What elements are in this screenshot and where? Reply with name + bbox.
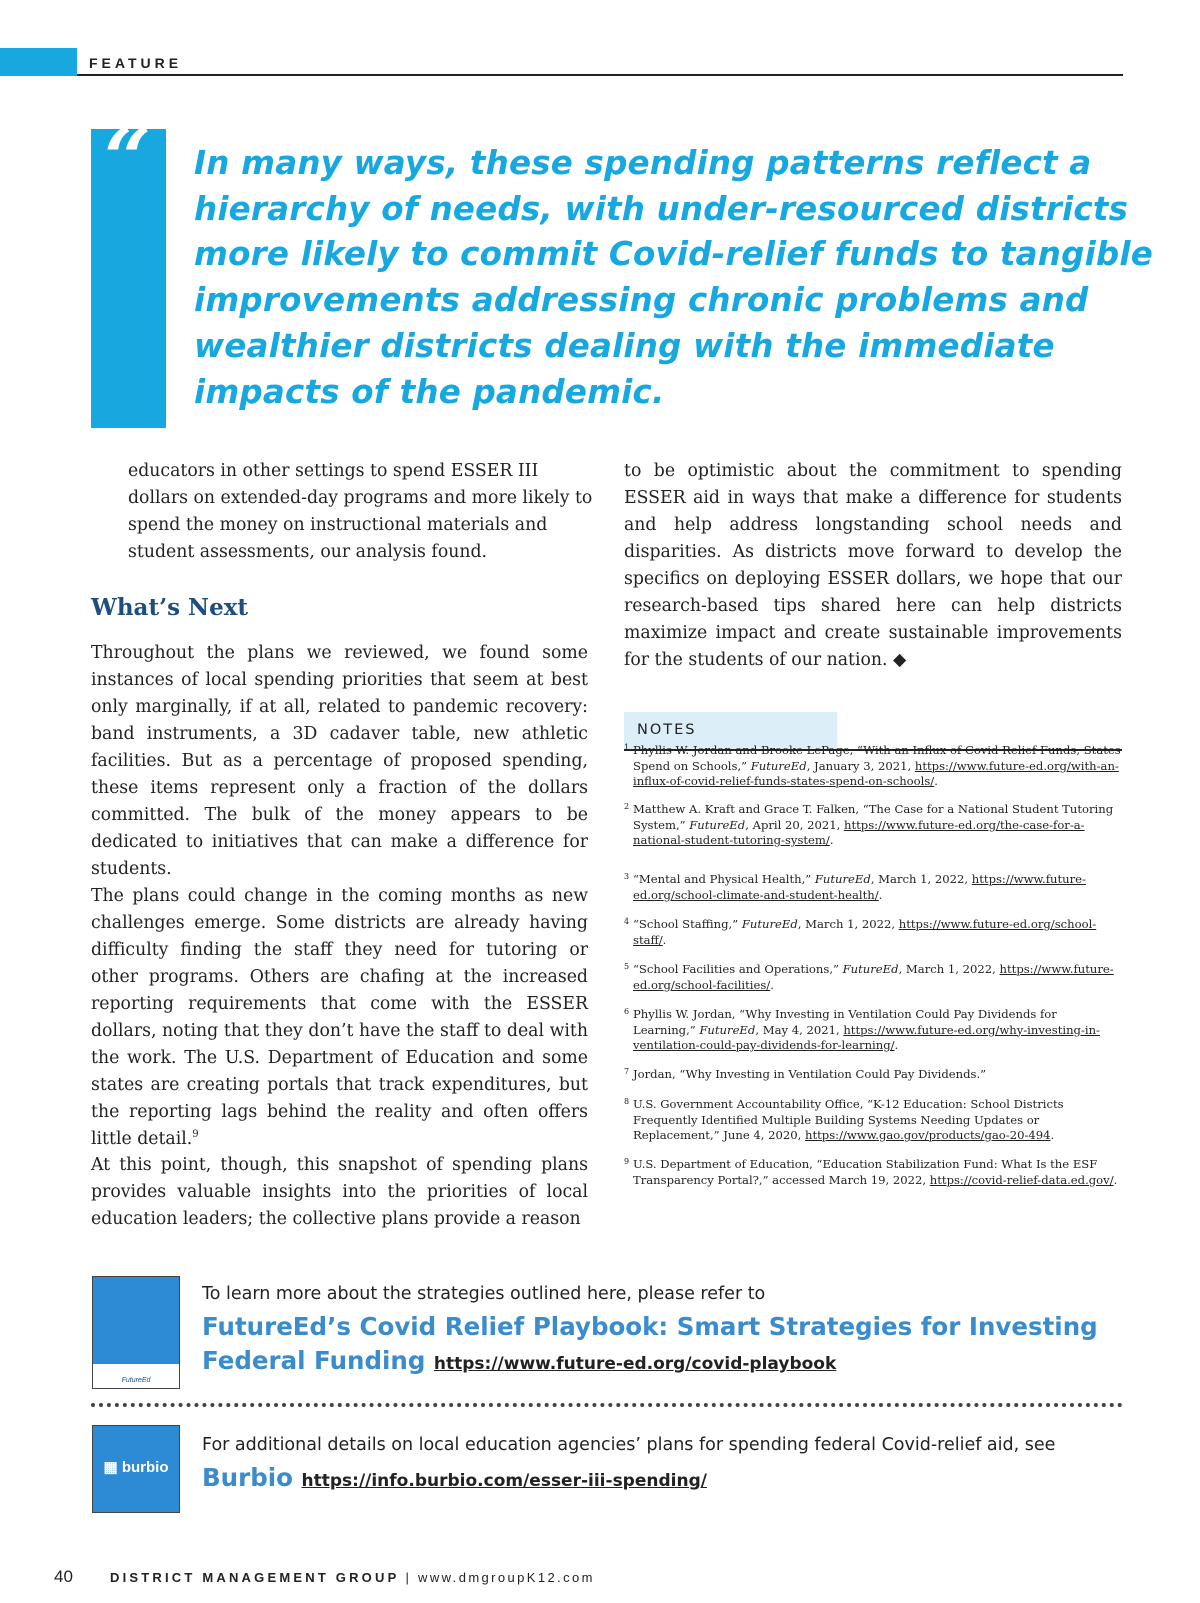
pull-quote-line: improvements addressing chronic problems and xyxy=(194,281,1089,320)
note-publication: FutureEd xyxy=(689,817,746,832)
note-item xyxy=(624,917,1122,948)
header-rule xyxy=(77,74,1123,76)
pull-quote-line: In many ways, these spending patterns reflect a xyxy=(194,144,1092,182)
note-text: . xyxy=(829,833,834,847)
note-text: “School Facilities and Operations,” xyxy=(633,962,843,976)
resource-link[interactable]: https://info.burbio.com/esser-iii-spending/ xyxy=(301,1471,707,1491)
resource-link[interactable]: https://www.future-ed.org/covid-playbook xyxy=(433,1354,837,1374)
resource-title-text: Burbio xyxy=(202,1463,293,1492)
intro-paragraph: educators in other settings to spend ESSER III dollars on extended-day programs and more likely to spend the money on instructional materials and student assessments, our analysis found. xyxy=(128,461,593,562)
note-item xyxy=(624,1007,1122,1054)
resource-title-text: FutureEd’s Covid Relief Playbook: Smart Strategies for Investing Federal Funding xyxy=(202,1312,1098,1375)
note-text: U.S. Department of Education, “Education Stabilization Fund: What Is the ESF Transparency Portal?,” accessed March 19, 2022, xyxy=(633,1157,1098,1187)
note-link[interactable]: https://covid-relief-data.ed.gov/ xyxy=(929,1172,1114,1187)
note-text: . xyxy=(1113,1172,1118,1187)
note-body xyxy=(624,1067,1122,1083)
note-text: , March 1, 2022, xyxy=(797,917,899,931)
note-number: 1 xyxy=(624,743,630,752)
note-item xyxy=(624,802,1122,849)
section-heading: What’s Next xyxy=(91,594,249,621)
note-text: . xyxy=(894,1038,899,1052)
pull-quote-line: more likely to commit Covid-relief funds to tangible xyxy=(194,235,1153,274)
cover-band xyxy=(93,1364,179,1388)
footer-url[interactable]: www.dmgroupK12.com xyxy=(418,1570,595,1585)
footnote-ref[interactable]: 9 xyxy=(192,1129,199,1141)
note-link[interactable]: https://www.future-ed.org/school-facilities/ xyxy=(633,962,1114,992)
note-number: 4 xyxy=(624,917,630,926)
note-text: , March 1, 2022, xyxy=(898,962,1000,976)
resource-title xyxy=(202,1461,707,1498)
note-item xyxy=(624,962,1122,993)
note-link[interactable]: https://www.future-ed.org/the-case-for-a-national-student-tutoring-system/ xyxy=(633,817,1085,847)
note-item xyxy=(624,1067,1122,1083)
note-text: . xyxy=(878,887,883,902)
note-number: 2 xyxy=(624,802,630,811)
body-paragraph xyxy=(624,458,1122,674)
footer-org-name: DISTRICT MANAGEMENT GROUP xyxy=(110,1570,400,1585)
note-text: . xyxy=(1050,1128,1055,1142)
note-item xyxy=(624,1157,1122,1188)
quote-mark-icon: “ xyxy=(104,111,152,207)
pull-quote xyxy=(194,141,1153,415)
body-paragraph xyxy=(91,883,588,1153)
footer xyxy=(110,1570,595,1585)
dotted-divider xyxy=(91,1403,1123,1407)
note-body xyxy=(624,1007,1122,1054)
note-publication: FutureEd xyxy=(750,758,807,773)
body-paragraph-text: The plans could change in the coming months as new challenges emerge. Some districts are already having difficulty finding the staff they need for tutoring or other programs. Others are chafing at the increased reporting requirements that come with the ESSER dollars, noting that they don’t have the staff to deal with the work. The U.S. Department of Education and some states are creating portals that track expenditures, but the reporting lags behind the reality and often offers little detail. xyxy=(91,886,588,1149)
note-item xyxy=(624,1097,1122,1144)
note-text: Phyllis W. Jordan and Brooke LePage, “With an Influx of Covid Relief Funds, States Spend on Schools,” xyxy=(633,743,1121,773)
body-paragraph: Throughout the plans we reviewed, we found some instances of local spending priorities that seem at best only marginally, if at all, related to pandemic recovery: band instruments, a 3D cadaver table, new athletic facilities. But as a percentage of proposed spending, these items represent only a fraction of the dollars committed. The bulk of the money appears to be dedicated to initiatives that can make a difference for students. xyxy=(91,643,588,879)
note-number: 5 xyxy=(624,962,630,971)
end-mark-icon: ◆ xyxy=(893,650,907,670)
note-link[interactable]: https://www.future-ed.org/why-investing-in-ventilation-could-pay-dividends-for-learning/ xyxy=(633,1022,1100,1052)
body-paragraph-text: to be optimistic about the commitment to spending ESSER aid in ways that make a difference for students and help address longstanding school needs and disparities. As districts move forward to develop the specifics on deploying ESSER dollars, we hope that our research-based tips shared here can help districts maximize impact and create sustainable improvements for the students of our nation. xyxy=(624,461,1122,670)
note-body xyxy=(624,962,1122,993)
notes-title: NOTES xyxy=(637,722,697,738)
pull-quote-line: hierarchy of needs, with under-resourced districts xyxy=(194,189,1129,228)
note-number: 9 xyxy=(624,1157,630,1166)
cover-logo: FutureEd xyxy=(121,1377,151,1384)
note-item xyxy=(624,872,1122,903)
note-number: 7 xyxy=(624,1067,630,1076)
page-number: 40 xyxy=(54,1567,73,1586)
section-label: FEATURE xyxy=(89,55,183,71)
note-text: “School Staffing,” xyxy=(633,917,742,931)
note-text: . xyxy=(770,977,774,992)
note-body xyxy=(624,743,1122,790)
note-link[interactable]: https://www.future-ed.org/school-staff/ xyxy=(633,917,1097,947)
note-text: . xyxy=(934,774,938,788)
burbio-logo-image xyxy=(92,1425,180,1513)
note-text: “Mental and Physical Health,” xyxy=(633,872,815,886)
note-text: , April 20, 2021, xyxy=(745,817,845,832)
note-number: 6 xyxy=(624,1007,630,1016)
pull-quote-line: wealthier districts dealing with the immediate xyxy=(194,326,1055,365)
note-number: 3 xyxy=(624,872,630,881)
note-body xyxy=(624,872,1122,903)
note-publication: FutureEd xyxy=(842,962,899,976)
note-text: U.S. Government Accountability Office, “K-12 Education: School Districts Frequently Identified Multiple Building Systems Needing Updates or Replacement,” June 4, 2020, xyxy=(633,1097,1064,1142)
resource-intro: For additional details on local education agencies’ plans for spending federal Covid-relief aid, see xyxy=(202,1435,1056,1455)
resource-title xyxy=(202,1310,1102,1381)
note-body xyxy=(624,1157,1122,1188)
note-publication: FutureEd xyxy=(699,1022,756,1037)
note-item xyxy=(624,743,1122,790)
note-link[interactable]: https://www.gao.gov/products/gao-20-494 xyxy=(805,1128,1051,1142)
note-text: , May 4, 2021, xyxy=(755,1022,844,1037)
note-publication: FutureEd xyxy=(741,917,798,931)
pull-quote-line: impacts of the pandemic. xyxy=(194,372,665,411)
note-number: 8 xyxy=(624,1097,630,1106)
note-body xyxy=(624,802,1122,849)
note-publication: FutureEd xyxy=(814,872,871,886)
note-link[interactable]: https://www.future-ed.org/school-climate-and-student-health/ xyxy=(633,872,1086,902)
note-body xyxy=(624,1097,1122,1144)
note-body xyxy=(624,917,1122,948)
resource-intro: To learn more about the strategies outlined here, please refer to xyxy=(202,1284,766,1304)
note-text: , January 3, 2021, xyxy=(806,758,915,773)
body-paragraph: At this point, though, this snapshot of spending plans provides valuable insights into the priorities of local education leaders; the collective plans provide a reason xyxy=(91,1155,588,1229)
note-text: Phyllis W. Jordan, “Why Investing in Ventilation Could Pay Dividends for Learning,” xyxy=(633,1007,1057,1037)
note-text: Matthew A. Kraft and Grace T. Falken, “The Case for a National Student Tutoring System,” xyxy=(633,802,1114,832)
footer-separator: | xyxy=(405,1570,413,1585)
note-text: . xyxy=(662,932,667,947)
burbio-logo: ▦ burbio xyxy=(103,1459,169,1476)
playbook-cover-image xyxy=(92,1276,180,1389)
note-link[interactable]: https://www.future-ed.org/with-an-influx-of-covid-relief-funds-states-spend-on-schools/ xyxy=(633,758,1119,788)
header-accent-block xyxy=(0,48,77,76)
note-text: , March 1, 2022, xyxy=(870,872,972,886)
note-text: Jordan, “Why Investing in Ventilation Could Pay Dividends.” xyxy=(633,1067,987,1081)
